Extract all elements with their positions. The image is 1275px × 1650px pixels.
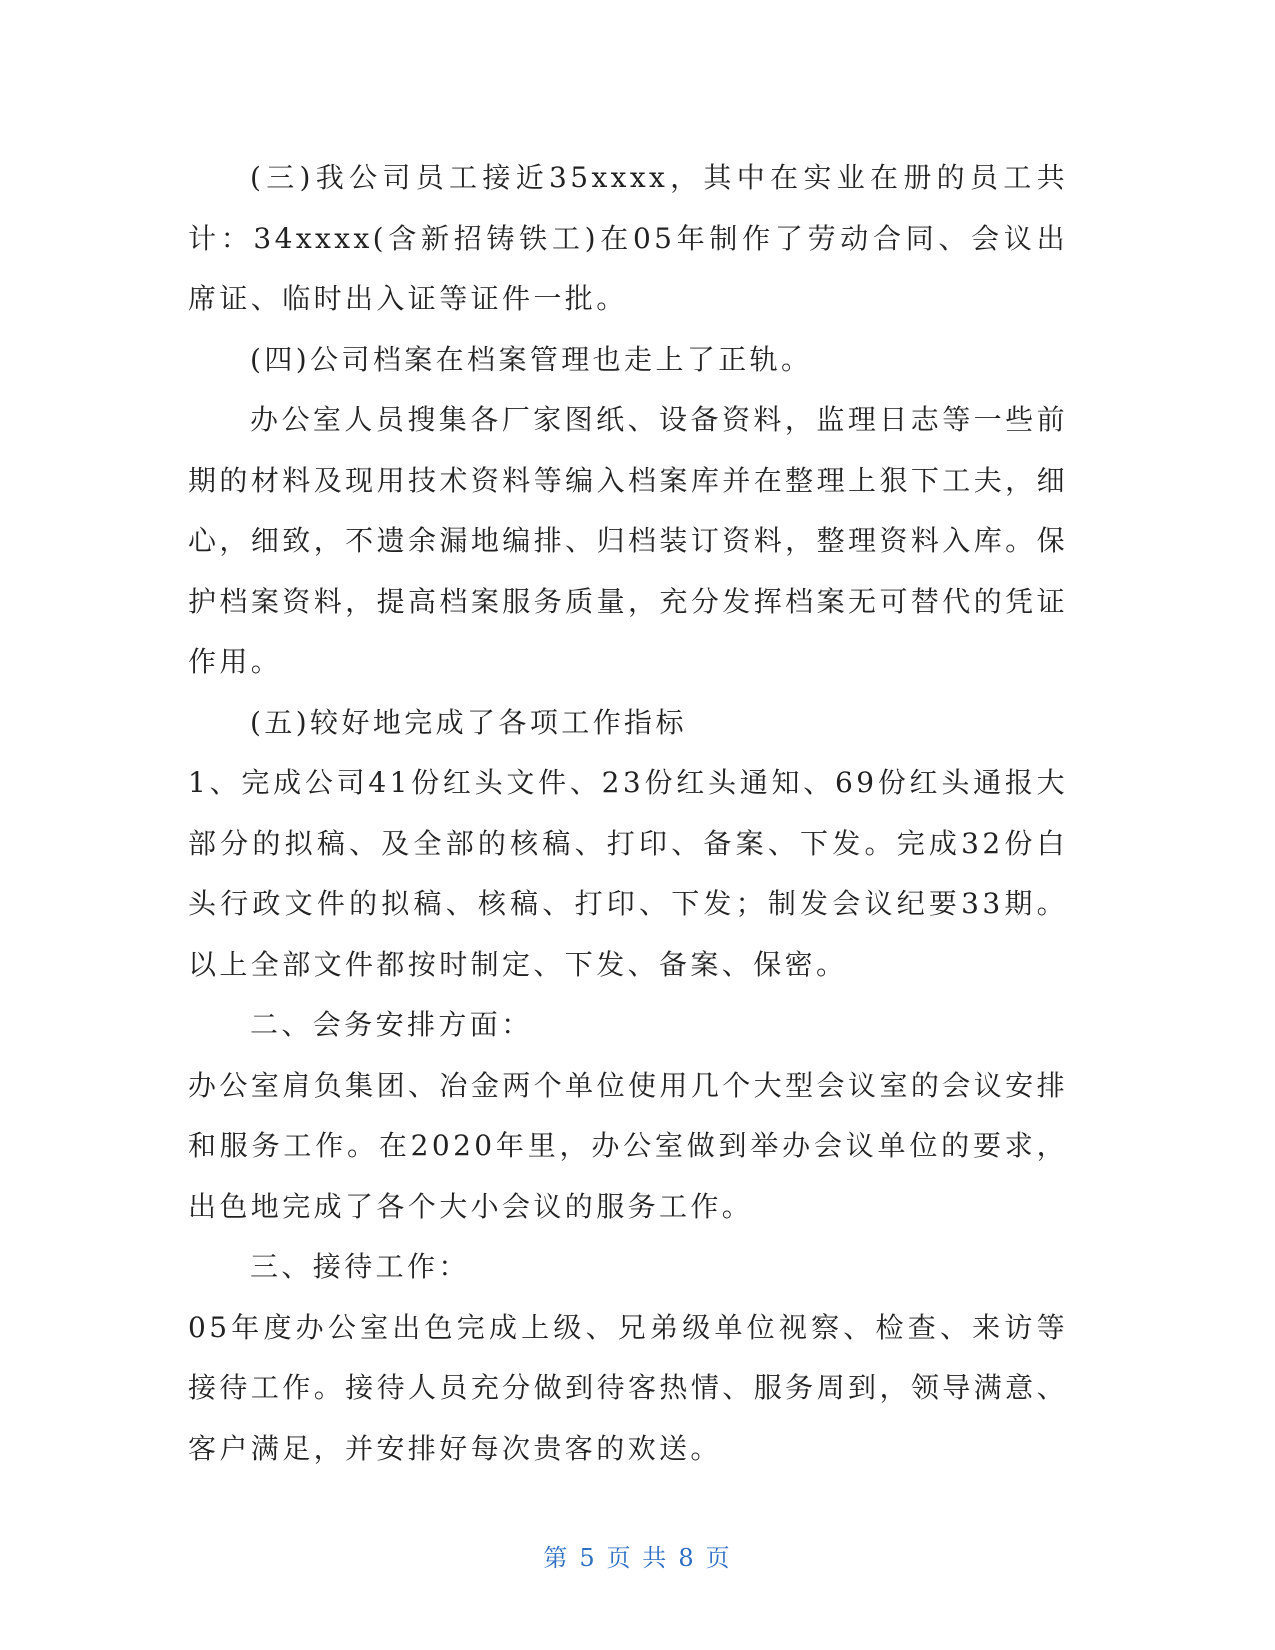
document-body [188, 148, 1068, 1479]
section-heading-meetings: 二、会务安排方面： [250, 1008, 533, 1041]
paragraph-staff-certificates: (三)我公司员工接近35xxxx，其中在实业在册的员工共计：34xxxx(含新招铸铁工)在05年制作了劳动合同、会议出席证、临时出入证等证件一批。 [188, 161, 1068, 315]
footer-total-pages: 8 [678, 1544, 696, 1572]
footer-current-page: 5 [579, 1544, 597, 1572]
paragraph-reception: 05年度办公室出色完成上级、兄弟级单位视察、检查、来访等接待工作。接待人员充分做到待客热情、服务周到，领导满意、客户满足，并安排好每次贵客的欢送。 [188, 1310, 1068, 1465]
footer-prefix: 第 [543, 1544, 570, 1572]
section-heading-reception: 三、接待工作： [250, 1250, 470, 1283]
paragraph-archive-heading: (四)公司档案在档案管理也走上了正轨。 [250, 342, 813, 376]
paragraph-meetings: 办公室肩负集团、冶金两个单位使用几个大型会议室的会议安排和服务工作。在2020年里，办公室做到举办会议单位的要求，出色地完成了各个大小会议的服务工作。 [188, 1068, 1068, 1223]
footer-suffix: 页 [705, 1544, 732, 1572]
paragraph-targets-heading: (五)较好地完成了各项工作指标 [250, 705, 687, 739]
page-footer [0, 1538, 1275, 1573]
footer-middle: 页 共 [606, 1544, 669, 1572]
paragraph-documents-completed: 1、完成公司41份红头文件、23份红头通知、69份红头通报大部分的拟稿、及全部的核稿、打印、备案、下发。完成32份白头行政文件的拟稿、核稿、打印、下发；制发会议纪要33期。以上全部文件都按时制定、下发、备案、保密。 [188, 766, 1068, 981]
paragraph-archive-work: 办公室人员搜集各厂家图纸、设备资料，监理日志等一些前期的材料及现用技术资料等编入档案库并在整理上狠下工夫，细心，细致，不遗余漏地编排、归档装订资料，整理资料入库。保护档案资料，提高档案服务质量，充分发挥档案无可替代的凭证作用。 [188, 403, 1068, 678]
